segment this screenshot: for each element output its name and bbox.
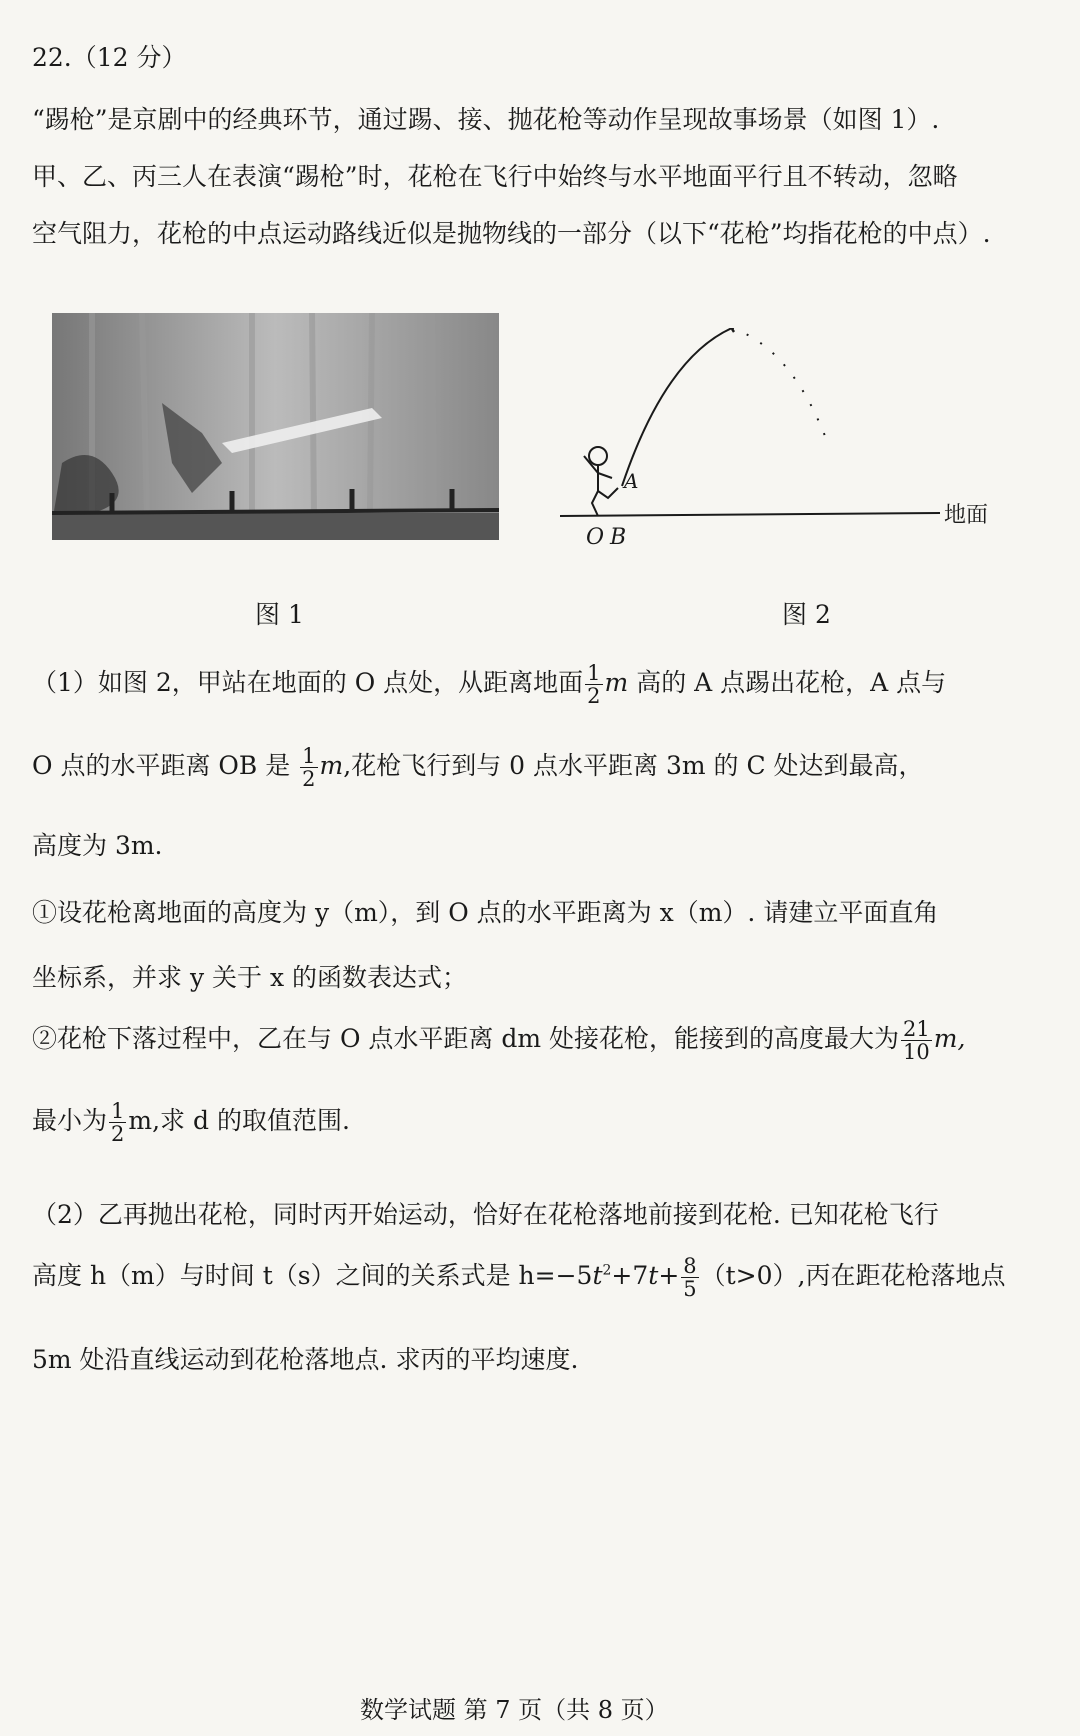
fraction-21-10: $\frac{21}{10}$ xyxy=(903,1017,930,1065)
point-O-label: O xyxy=(586,525,605,550)
intro-line-2: 甲、乙、丙三人在表演“踢枪”时，花枪在飞行中始终与水平地面平行且不转动，忽略 xyxy=(32,162,958,191)
figure-1-caption: 图 1 xyxy=(255,600,304,629)
fraction-one-half: $\frac{1}{2}$ xyxy=(302,744,316,792)
part2-line-3: 5m 处沿直线运动到花枪落地点. 求丙的平均速度. xyxy=(32,1345,579,1374)
question-number: 22.（12 分） xyxy=(32,43,187,72)
trajectory-solid xyxy=(622,328,732,486)
fraction-8-5: $\frac{8}{5}$ xyxy=(683,1254,697,1302)
part2-line-1: （2）乙再抛出花枪，同时丙开始运动，恰好在花枪落地前接到花枪. 已知花枪飞行 xyxy=(32,1200,939,1229)
q1-line-2: 坐标系，并求 y 关于 x 的函数表达式； xyxy=(32,963,468,992)
q2-line-2: 最小为 $\frac{1}{2}$ m,求 d 的取值范围. xyxy=(32,1099,350,1147)
part1-line-3: 高度为 3m. xyxy=(32,831,163,860)
q2-line-1: ②花枪下落过程中，乙在与 O 点水平距离 dm 处接花枪，能接到的高度最大为 $\frac{21}{10}$ m, xyxy=(32,1017,966,1065)
trajectory-dotted xyxy=(732,328,825,436)
part1-line-2: O 点的水平距离 OB 是 $\frac{1}{2}$ m,花枪飞行到与 0 点水平距离 3m 的 C 处达到最高， xyxy=(32,744,924,792)
figure-2-diagram xyxy=(560,328,992,563)
fraction-one-half: $\frac{1}{2}$ xyxy=(587,661,601,709)
part1-line-1: （1）如图 2，甲站在地面的 O 点处，从距离地面 $\frac{1}{2}$ m 高的 A 点踢出花枪，A 点与 xyxy=(32,661,947,709)
figure-2-caption: 图 2 xyxy=(782,600,831,629)
point-A-label: A xyxy=(624,469,639,493)
ground-label: 地面 xyxy=(944,503,989,528)
figure-1-photo xyxy=(52,313,499,540)
intro-line-3: 空气阻力，花枪的中点运动路线近似是抛物线的一部分（以下“花枪”均指花枪的中点）. xyxy=(32,219,991,248)
person-head xyxy=(589,447,607,465)
point-B-label: B xyxy=(610,525,627,550)
fraction-one-half: $\frac{1}{2}$ xyxy=(111,1099,125,1147)
ground-line xyxy=(560,513,940,516)
part2-line-2: 高度 h（m）与时间 t（s）之间的关系式是 $h=-5t^2+7t+$ $\frac{8}{5}$ （t>0）,丙在距花枪落地点 xyxy=(32,1254,1006,1302)
page-footer: 数学试题 第 7 页（共 8 页） xyxy=(360,1696,669,1724)
intro-line-1: “踢枪”是京剧中的经典环节，通过踢、接、抛花枪等动作呈现故事场景（如图 1）. xyxy=(32,105,940,134)
q1-line-1: ①设花枪离地面的高度为 y（m），到 O 点的水平距离为 x（m）. 请建立平面直角 xyxy=(32,898,939,927)
